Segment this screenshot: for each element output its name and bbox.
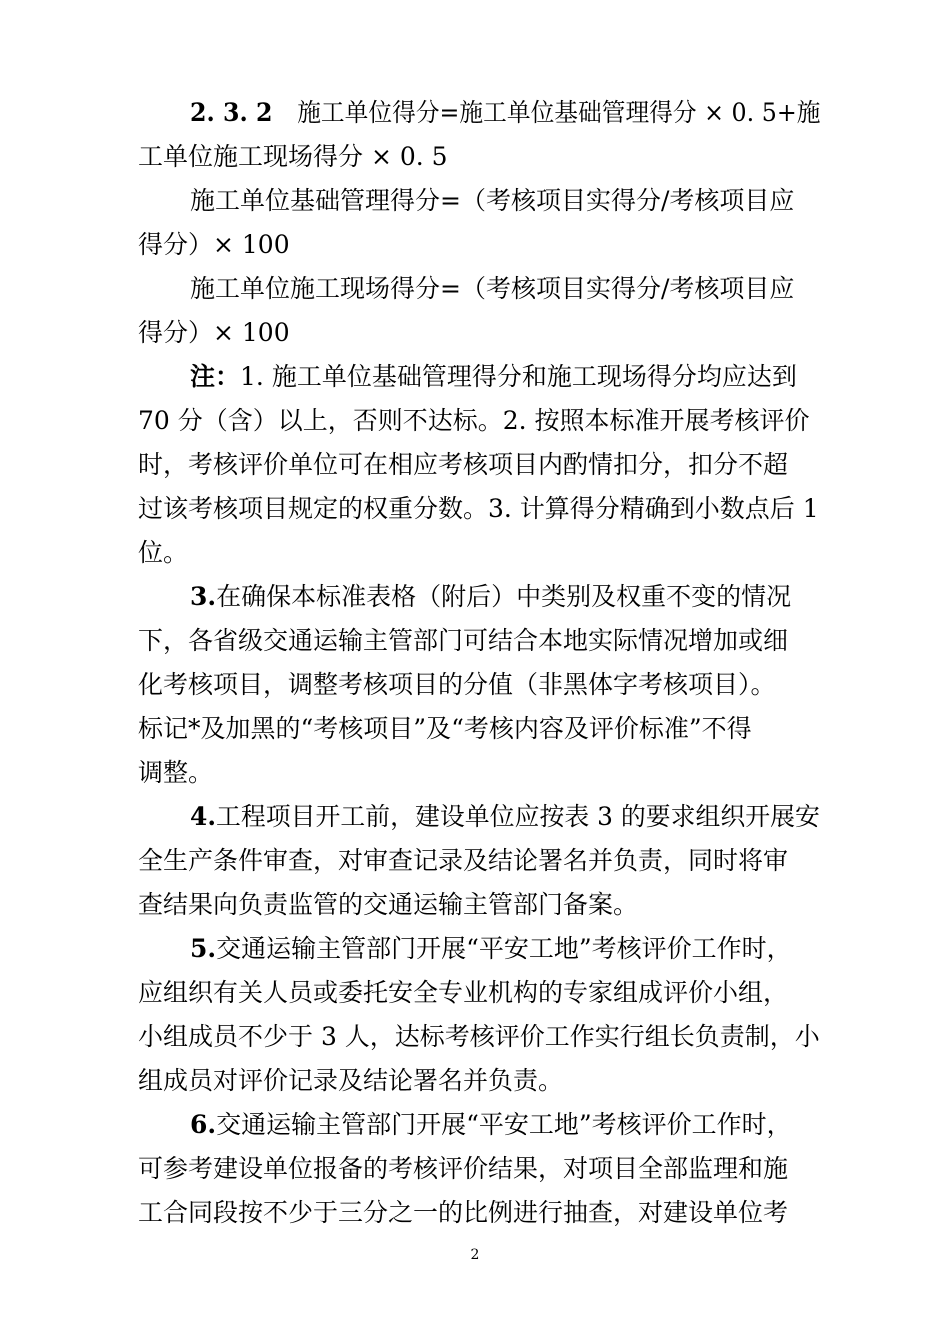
line-text: 施工单位得分=施工单位基础管理得分 × 0. 5+施 (297, 98, 821, 127)
section-2-3-2-line-1 (190, 97, 820, 129)
text-line: 70 分（含）以上，否则不达标。2. 按照本标准开展考核评价 (138, 406, 810, 435)
text-line: 施工单位施工现场得分=（考核项目实得分/考核项目应 (190, 274, 795, 303)
text-line: 施工单位基础管理得分=（考核项目实得分/考核项目应 (190, 186, 795, 215)
line-text: 在确保本标准表格（附后）中类别及权重不变的情况 (216, 582, 792, 611)
text-line: 标记*及加黑的“考核项目”及“考核内容及评价标准”不得 (138, 714, 752, 743)
text-line: 时，考核评价单位可在相应考核项目内酌情扣分，扣分不超 (138, 450, 789, 479)
text-line: 工单位施工现场得分 × 0. 5 (138, 142, 448, 171)
text-line: 可参考建设单位报备的考核评价结果，对项目全部监理和施 (138, 1154, 789, 1183)
item-3-line-1 (190, 581, 791, 613)
line-text: 工程项目开工前，建设单位应按表 3 的要求组织开展安 (215, 802, 820, 831)
item-number: 3. (190, 582, 217, 611)
text-line: 全生产条件审查，对审查记录及结论署名并负责，同时将审 (138, 846, 789, 875)
note-line-1 (190, 361, 797, 393)
item-number: 6. (190, 1110, 217, 1139)
page-number: 2 (470, 1247, 480, 1263)
note-label: 注： (190, 362, 241, 391)
text-line: 得分）× 100 (138, 230, 290, 259)
text-line: 小组成员不少于 3 人，达标考核评价工作实行组长负责制，小 (138, 1022, 820, 1051)
line-text: 1. 施工单位基础管理得分和施工现场得分均应达到 (240, 362, 797, 391)
line-text: 交通运输主管部门开展“平安工地”考核评价工作时， (216, 1110, 792, 1139)
item-6-line-1 (190, 1109, 792, 1141)
text-line: 工合同段按不少于三分之一的比例进行抽查，对建设单位考 (138, 1198, 789, 1227)
item-number: 5. (190, 934, 217, 963)
text-line: 组成员对评价记录及结论署名并负责。 (138, 1066, 564, 1095)
item-4-line-1 (190, 801, 820, 833)
text-line: 下，各省级交通运输主管部门可结合本地实际情况增加或细 (138, 626, 789, 655)
text-line: 查结果向负责监管的交通运输主管部门备案。 (138, 890, 639, 919)
text-line: 得分）× 100 (138, 318, 290, 347)
text-line: 化考核项目，调整考核项目的分值（非黑体字考核项目）。 (138, 670, 776, 699)
item-number: 4. (190, 802, 216, 831)
text-line: 应组织有关人员或委托安全专业机构的专家组成评价小组， (138, 978, 789, 1007)
line-text: 交通运输主管部门开展“平安工地”考核评价工作时， (216, 934, 792, 963)
text-line: 位。 (138, 538, 189, 567)
section-number: 2. 3. 2 (190, 98, 273, 127)
text-line: 过该考核项目规定的权重分数。3. 计算得分精确到小数点后 1 (138, 494, 819, 523)
item-5-line-1 (190, 933, 792, 965)
text-line: 调整。 (138, 758, 214, 787)
